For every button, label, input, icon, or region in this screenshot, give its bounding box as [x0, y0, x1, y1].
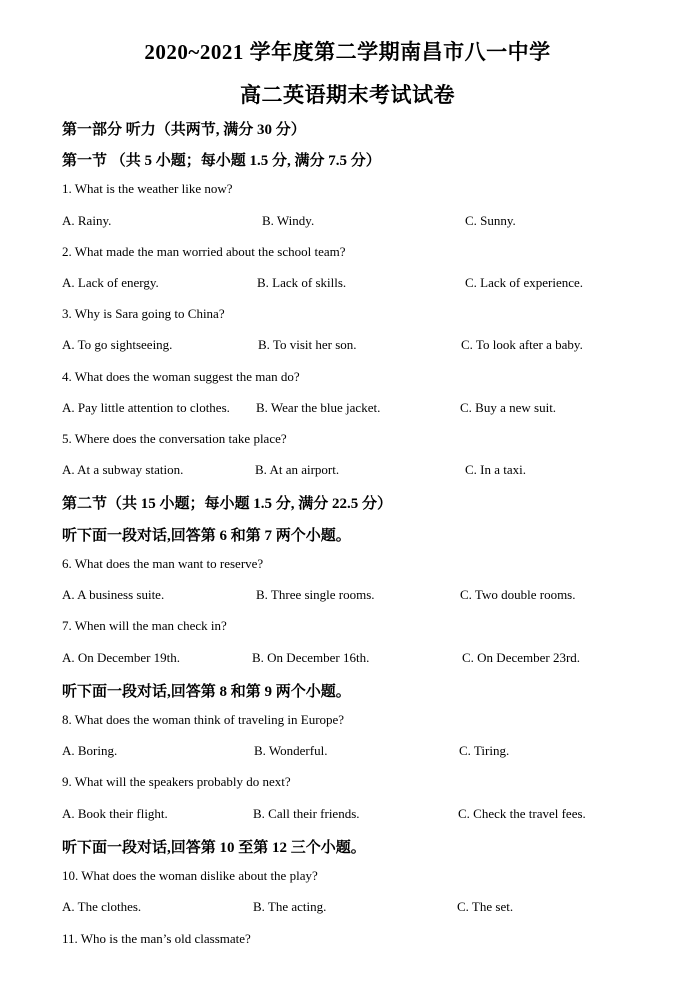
- q1-option-c: C. Sunny.: [465, 213, 516, 228]
- q3-option-c: C. To look after a baby.: [461, 337, 583, 352]
- part1-heading: 第一部分 听力（共两节, 满分 30 分）: [62, 122, 306, 138]
- q9-option-a: A. Book their flight.: [62, 806, 168, 821]
- q1-option-b: B. Windy.: [262, 213, 315, 228]
- q3-option-b: B. To visit her son.: [258, 337, 357, 352]
- q4-option-a: A. Pay little attention to clothes.: [62, 400, 230, 415]
- q5-option-c: C. In a taxi.: [465, 462, 527, 477]
- q10-option-b: B. The acting.: [253, 899, 327, 914]
- q9-option-b: B. Call their friends.: [253, 806, 360, 821]
- q9-option-c: C. Check the travel fees.: [458, 806, 586, 821]
- question-5: 5. Where does the conversation take place?: [62, 431, 287, 446]
- question-6: 6. What does the man want to reserve?: [62, 556, 264, 571]
- exam-title-subject: 高二英语期末考试试卷: [240, 83, 455, 107]
- question-3: 3. Why is Sara going to China?: [62, 306, 225, 321]
- q2-option-a: A. Lack of energy.: [62, 275, 159, 290]
- question-4: 4. What does the woman suggest the man do?: [62, 369, 300, 384]
- question-11: 11. Who is the man’s old classmate?: [62, 931, 251, 946]
- q6-option-c: C. Two double rooms.: [460, 587, 576, 602]
- question-2: 2. What made the man worried about the school team?: [62, 244, 346, 259]
- question-1: 1. What is the weather like now?: [62, 181, 233, 196]
- question-10: 10. What does the woman dislike about the play?: [62, 868, 318, 883]
- dialog-instruction-8-9: 听下面一段对话,回答第 8 和第 9 两个小题。: [62, 684, 351, 700]
- q7-option-b: B. On December 16th.: [252, 650, 370, 665]
- q10-option-c: C. The set.: [457, 899, 514, 914]
- question-8: 8. What does the woman think of traveling in Europe?: [62, 712, 345, 727]
- q6-option-a: A. A business suite.: [62, 587, 165, 602]
- q7-option-c: C. On December 23rd.: [462, 650, 581, 665]
- question-7: 7. When will the man check in?: [62, 618, 227, 633]
- q2-option-c: C. Lack of experience.: [465, 275, 584, 290]
- dialog-instruction-10-12: 听下面一段对话,回答第 10 至第 12 三个小题。: [62, 840, 366, 856]
- q1-option-a: A. Rainy.: [62, 213, 112, 228]
- section1-heading: 第一节 （共 5 小题；每小题 1.5 分, 满分 7.5 分）: [62, 153, 381, 169]
- dialog-instruction-6-7: 听下面一段对话,回答第 6 和第 7 两个小题。: [62, 528, 351, 544]
- question-9: 9. What will the speakers probably do next?: [62, 774, 291, 789]
- q8-option-b: B. Wonderful.: [254, 743, 328, 758]
- q4-option-c: C. Buy a new suit.: [460, 400, 557, 415]
- q4-option-b: B. Wear the blue jacket.: [256, 400, 381, 415]
- q3-option-a: A. To go sightseeing.: [62, 337, 173, 352]
- q6-option-b: B. Three single rooms.: [256, 587, 375, 602]
- q8-option-c: C. Tiring.: [459, 743, 510, 758]
- q5-option-a: A. At a subway station.: [62, 462, 184, 477]
- q8-option-a: A. Boring.: [62, 743, 118, 758]
- q7-option-a: A. On December 19th.: [62, 650, 181, 665]
- q10-option-a: A. The clothes.: [62, 899, 142, 914]
- section2-heading: 第二节（共 15 小题；每小题 1.5 分, 满分 22.5 分）: [62, 496, 393, 512]
- exam-title-school: 2020~2021 学年度第二学期南昌市八一中学: [144, 40, 551, 64]
- q2-option-b: B. Lack of skills.: [257, 275, 347, 290]
- q5-option-b: B. At an airport.: [255, 462, 340, 477]
